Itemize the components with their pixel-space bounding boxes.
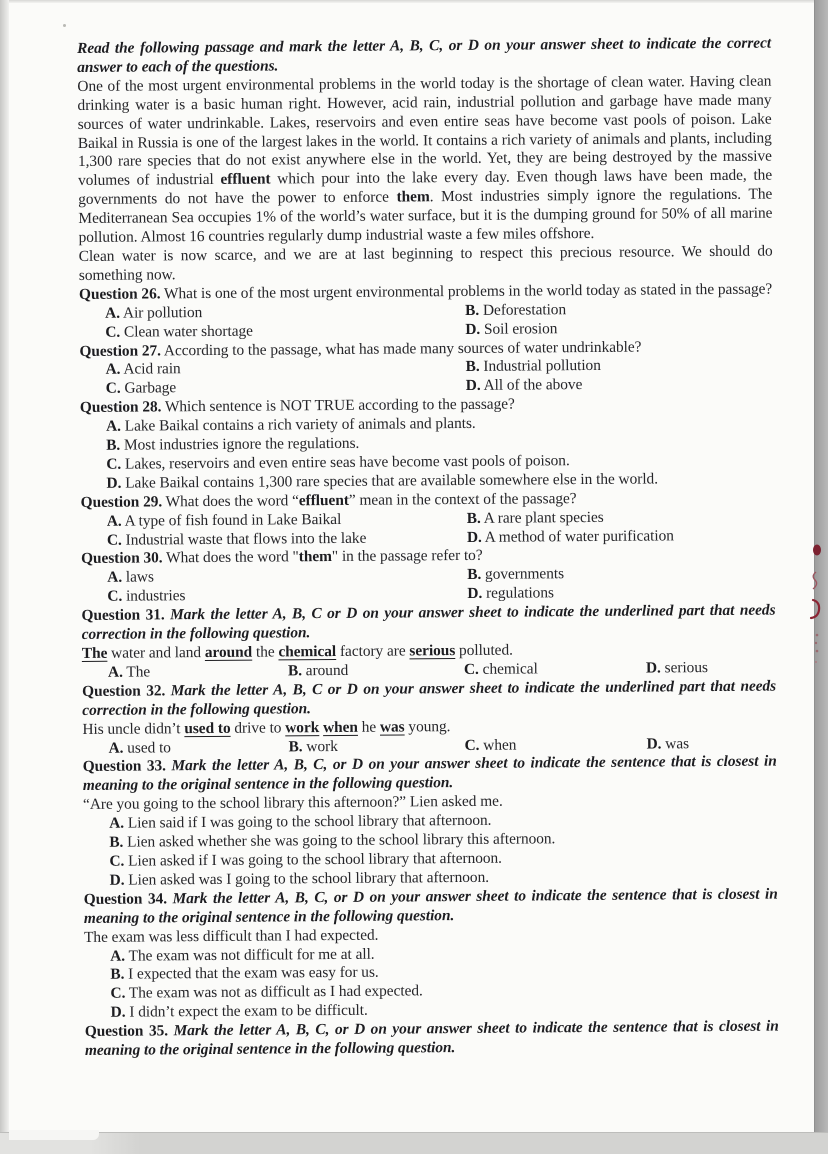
- option-letter: B.: [466, 509, 481, 527]
- paper-corner: [9, 1130, 99, 1140]
- exam-content: [77, 35, 779, 1061]
- option-letter: A.: [106, 512, 122, 530]
- scan-edge-left: [0, 0, 9, 1154]
- option-30-d: [467, 583, 775, 604]
- option-letter: D.: [465, 320, 481, 338]
- option-text: industries: [122, 587, 186, 605]
- option-text: The exam was not difficult for me at all.: [125, 945, 375, 965]
- question-31-instruction: [81, 602, 775, 645]
- underlined-part-b: work: [285, 718, 320, 737]
- option-letter: A.: [110, 947, 126, 965]
- passage-paragraph-2: Clean water is now scarce, and we are at last beginning to respect this precious resource. We should do something now.: [78, 242, 773, 284]
- text-run: ” mean in the context of the passage?: [348, 489, 577, 509]
- option-letter: C.: [106, 531, 122, 549]
- option-text: Lien said if I was going to the school library that afternoon.: [123, 811, 492, 832]
- option-letter: C.: [464, 736, 480, 754]
- underlined-part-d: serious: [409, 642, 456, 660]
- option-letter: A.: [107, 569, 123, 587]
- option-text: All of the above: [480, 376, 583, 395]
- option-letter: A.: [109, 814, 125, 832]
- option-letter: B.: [288, 737, 303, 755]
- question-28-label: Question 28.: [79, 398, 162, 417]
- option-text: The: [122, 663, 151, 681]
- text-run: One of the most urgent environmental problems in the world today is the shortage of clean water. Having clean drinking water is a basic human right. However, acid rain, industrial pollution and garbage have made many sources of water undrinkable. Lakes, reservoirs and even entire seas have become vast pools of poison. Lake Baikal in Russia is one of the largest lakes in the world. It contains a rich variety of animals and plants, including 1,300 rare species that do not exist anywhere else in the world. Yet, they are being destroyed by the massive volumes of industrial: [77, 72, 773, 190]
- red-ink-curve: [811, 600, 819, 618]
- underlined-part-c: chemical: [278, 642, 337, 661]
- text-run: What does the word ": [162, 548, 299, 567]
- option-text: Industrial pollution: [479, 357, 601, 376]
- red-ink-marks: [804, 540, 822, 680]
- option-text: Most industries ignore the regulations.: [120, 434, 360, 454]
- option-29-b: [467, 507, 775, 528]
- question-34-options: [110, 942, 779, 1023]
- option-letter: C.: [105, 379, 121, 398]
- option-letter: B.: [110, 966, 125, 984]
- option-32-d: [646, 734, 776, 754]
- option-text: Lien asked whether she was going to the school library this afternoon.: [123, 830, 556, 851]
- option-letter: B.: [465, 301, 480, 319]
- option-26-b: [465, 299, 773, 320]
- question-27-label: Question 27.: [79, 341, 162, 360]
- text-run: young.: [404, 717, 451, 736]
- question-33-options: [109, 810, 778, 891]
- option-text: Lake Baikal contains 1,300 rare species that are available somewhere else in the world.: [121, 470, 659, 492]
- option-32-b: [288, 737, 464, 757]
- option-30-b: [467, 564, 775, 585]
- text-run: water and land: [107, 644, 205, 662]
- option-29-d: [467, 526, 775, 547]
- instruction-text: Mark the letter A, B, C or D on your answer sheet to indicate the underlined part that needs correction in the following question.: [81, 601, 776, 644]
- instruction-text: Mark the letter A, B, C, or D on your answer sheet to indicate the sentence that is closest in meaning to the original sentence in the following question.: [84, 1017, 779, 1059]
- instruction-text: Mark the letter A, B, C or D on your answer sheet to indicate the underlined part that needs correction in the following question.: [82, 677, 777, 719]
- option-26-d: [465, 318, 773, 339]
- option-32-a: [108, 738, 288, 758]
- option-text: Air pollution: [119, 303, 203, 322]
- red-ink-squiggle: [813, 572, 817, 589]
- text-run: which pour into the lake every day. Even though laws have been made, the governments do not have the power to enforce: [78, 166, 773, 209]
- option-text: governments: [481, 565, 565, 584]
- question-32-instruction: [82, 677, 776, 720]
- question-33-instruction: [83, 753, 777, 796]
- text-run: the: [252, 643, 279, 661]
- question-27-options: [106, 356, 774, 399]
- underlined-part-d: was: [379, 718, 405, 736]
- option-text: Industrial waste that flows into the lake: [121, 529, 367, 549]
- question-28-options: [106, 413, 775, 494]
- underlined-part-c: when: [322, 718, 358, 736]
- text-run: . Most industries simply ignore the regulations. The Mediterranean Sea occupies 1% of the world’s water surface, but it is the dumping ground for 50% of all marine pollution. Almost 16 countries regularly dump industrial waste a few miles offshore.: [78, 185, 773, 247]
- option-text: chemical: [478, 660, 538, 678]
- option-31-b: [288, 661, 464, 681]
- scan-edge-top: [0, 0, 828, 3]
- question-35-instruction: [85, 1018, 779, 1061]
- instruction-text: Mark the letter A, B, C, or D on your answer sheet to indicate the sentence that is closest in meaning to the original sentence in the following question.: [83, 885, 778, 927]
- underlined-part-b: around: [204, 643, 253, 662]
- option-letter: B.: [287, 662, 303, 680]
- option-text: when: [479, 736, 517, 754]
- option-letter: D.: [646, 734, 662, 753]
- question-34-instruction: [84, 885, 778, 928]
- option-letter: D.: [465, 377, 481, 395]
- text-run: " in the passage refer to?: [331, 547, 483, 566]
- question-33-label: Question 33.: [82, 757, 167, 776]
- option-letter: C.: [106, 455, 122, 473]
- option-text: Soil erosion: [480, 319, 558, 338]
- option-27-b: [466, 356, 774, 377]
- option-letter: D.: [109, 871, 125, 889]
- text-run: drive to: [230, 719, 286, 737]
- text-run: What does the word “: [162, 492, 299, 511]
- option-text: Clean water shortage: [120, 322, 253, 341]
- underlined-part-a: used to: [184, 719, 231, 737]
- option-letter: C.: [463, 660, 479, 678]
- option-31-a: [108, 662, 288, 682]
- option-letter: A.: [107, 663, 123, 681]
- red-ink-blob: [813, 545, 821, 556]
- text-run: polluted.: [455, 641, 513, 660]
- option-text: serious: [660, 658, 708, 677]
- option-letter: A.: [105, 304, 121, 322]
- option-31-d: [646, 658, 776, 678]
- option-text: A type of fish found in Lake Baikal: [121, 510, 342, 530]
- option-letter: D.: [110, 1003, 126, 1021]
- option-text: Deforestation: [479, 300, 567, 319]
- option-letter: C.: [109, 852, 125, 870]
- question-30-options: [107, 564, 775, 607]
- question-34-sentence: The exam was less difficult than I had expected.: [83, 926, 379, 946]
- bold-term-them: them: [298, 548, 332, 566]
- option-text: I didn’t expect the exam to be difficult.: [125, 1001, 368, 1021]
- question-30-label: Question 30.: [81, 549, 163, 568]
- question-26-options: [105, 299, 773, 342]
- option-text: work: [302, 737, 338, 755]
- option-text: Lien asked was I going to the school library that afternoon.: [124, 868, 490, 889]
- option-letter: B.: [106, 436, 121, 454]
- option-text: A method of water purification: [481, 526, 674, 546]
- question-29-options: [107, 507, 775, 550]
- instruction-text: Mark the letter A, B, C, or D on your answer sheet to indicate the sentence that is closest in meaning to the original sentence in the following question.: [82, 752, 777, 795]
- option-letter: A.: [105, 361, 121, 379]
- option-letter: D.: [106, 474, 122, 492]
- option-text: regulations: [482, 584, 554, 603]
- question-29-label: Question 29.: [80, 493, 163, 511]
- option-letter: B.: [109, 833, 124, 851]
- question-31-label: Question 31.: [81, 606, 165, 625]
- option-text: Lakes, reservoirs and even entire seas have become vast pools of poison.: [121, 452, 570, 473]
- text-run: factory are: [336, 642, 410, 660]
- text-run: His uncle didn’t: [82, 719, 185, 738]
- red-ink-dot: [816, 650, 819, 653]
- option-letter: C.: [105, 323, 121, 341]
- option-text: A rare plant species: [480, 508, 604, 527]
- option-27-d: [466, 375, 774, 396]
- option-letter: A.: [108, 739, 124, 757]
- option-letter: C.: [107, 587, 123, 606]
- scan-edge-bottom: [0, 1132, 828, 1154]
- option-text: used to: [123, 738, 171, 757]
- red-ink-dot: [815, 661, 817, 663]
- scan-speck: [63, 24, 66, 27]
- option-letter: A.: [105, 417, 121, 435]
- question-32-label: Question 32.: [82, 682, 166, 700]
- option-text: I expected that the exam was easy for us.: [124, 964, 379, 984]
- option-letter: B.: [465, 358, 480, 376]
- question-33-sentence: “Are you going to the school library this afternoon?” Lien asked me.: [82, 792, 503, 814]
- text-run: What is one of the most urgent environmental problems in the world today as stated in the passage?: [160, 280, 773, 303]
- question-35-label: Question 35.: [84, 1022, 169, 1041]
- text-run: According to the passage, what has made many sources of water undrinkable?: [160, 338, 642, 359]
- question-26-label: Question 26.: [78, 285, 161, 303]
- bold-term-effluent: effluent: [298, 491, 349, 510]
- option-text: was: [661, 734, 690, 752]
- section-instruction: Read the following passage and mark the letter A, B, C, or D on your answer sheet to indicate the correct answer to each of the questions.: [77, 34, 772, 76]
- option-letter: D.: [466, 528, 482, 546]
- passage-paragraph-1: [77, 72, 772, 248]
- bold-term-effluent: effluent: [220, 170, 271, 189]
- option-letter: C.: [110, 984, 126, 1003]
- option-text: Garbage: [120, 379, 177, 397]
- option-text: The exam was not as difficult as I had expected.: [125, 982, 423, 1002]
- option-text: Acid rain: [120, 360, 181, 379]
- option-letter: B.: [467, 566, 482, 584]
- option-32-c: [464, 735, 646, 755]
- text-run: Which sentence is NOT TRUE according to the passage?: [161, 395, 515, 416]
- option-letter: D.: [467, 585, 483, 603]
- option-text: laws: [122, 568, 154, 587]
- option-31-c: [464, 659, 646, 679]
- red-ink-dot: [815, 642, 817, 644]
- option-text: around: [301, 661, 349, 680]
- option-text: Lien asked if I was going to the school library that afternoon.: [124, 849, 503, 870]
- option-text: Lake Baikal contains a rich variety of animals and plants.: [120, 415, 476, 435]
- option-letter: D.: [645, 659, 661, 677]
- question-34-label: Question 34.: [83, 890, 168, 908]
- bold-term-them: them: [396, 188, 430, 206]
- text-run: he: [357, 718, 381, 736]
- red-ink-dot: [816, 634, 819, 637]
- underlined-part-a: The: [81, 644, 108, 662]
